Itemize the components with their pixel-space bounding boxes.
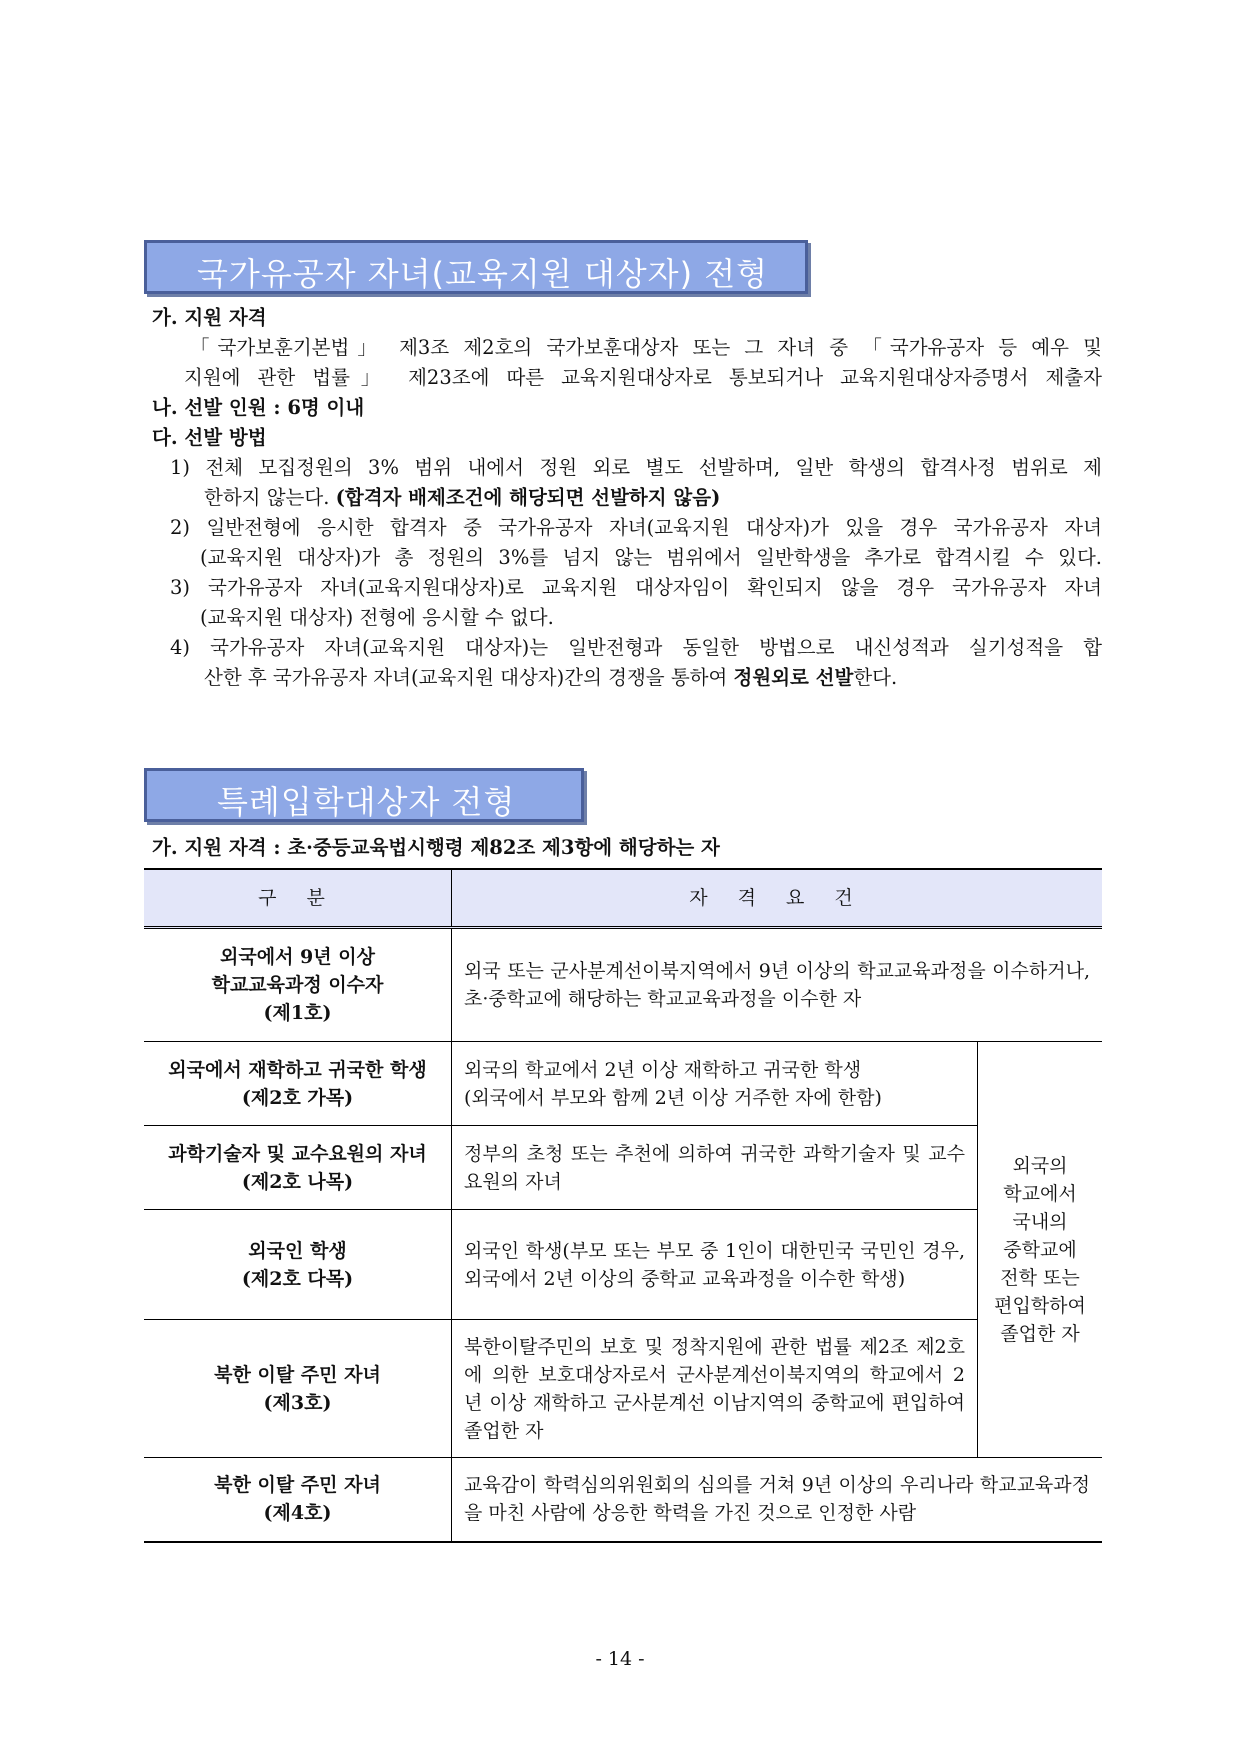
row-category bbox=[144, 1320, 452, 1458]
method-3-line1: 3) 국가유공자 자녀(교육지원대상자)로 교육지원 대상자임이 확인되지 않을 경우 국가유공자 자녀 bbox=[170, 576, 1102, 599]
row-category bbox=[144, 1210, 452, 1320]
row-requirement: 외국 또는 군사분계선이북지역에서 9년 이상의 학교교육과정을 이수하거나, 초·중학교에 해당하는 학교교육과정을 이수한 자 bbox=[452, 928, 1103, 1042]
method-4-text: 산한 후 국가유공자 자녀(교육지원 대상자)간의 경쟁을 통하여 bbox=[204, 666, 734, 689]
header-requirement: 자 격 요 건 bbox=[452, 869, 1103, 928]
row-requirement: 교육감이 학력심의위원회의 심의를 거쳐 9년 이상의 우리나라 학교교육과정을 마친 사람에 상응한 학력을 가진 것으로 인정한 사람 bbox=[452, 1458, 1103, 1542]
method-3-line2: (교육지원 대상자) 전형에 응시할 수 없다. bbox=[200, 606, 554, 629]
selection-count-heading: 나. 선발 인원 : 6명 이내 bbox=[152, 396, 365, 419]
method-4-line2 bbox=[204, 664, 897, 692]
row-requirement: 북한이탈주민의 보호 및 정착지원에 관한 법률 제2조 제2호에 의한 보호대상자로서 군사분계선이북지역의 학교에서 2년 이상 재학하고 군사분계선 이남지역의 중학교에 편입하여 졸업한 자 bbox=[452, 1320, 978, 1458]
page-number: - 14 - bbox=[595, 1648, 645, 1670]
table-row bbox=[144, 928, 1102, 1042]
method-2-line2: (교육지원 대상자)가 총 정원의 3%를 넘지 않는 범위에서 일반학생을 추가로 합격시킬 수 있다. bbox=[200, 546, 1102, 569]
row-category bbox=[144, 1458, 452, 1542]
method-4-emphasis: 정원외로 선발 bbox=[733, 666, 854, 689]
row-category-text: 외국에서 9년 이상 학교교육과정 이수자 (제1호) bbox=[211, 946, 384, 1024]
row-category bbox=[144, 1042, 452, 1126]
table-row bbox=[144, 1042, 1102, 1126]
method-2-line1: 2) 일반전형에 응시한 합격자 중 국가유공자 자녀(교육지원 대상자)가 있을 경우 국가유공자 자녀 bbox=[170, 516, 1102, 539]
method-1-emphasis: (합격자 배제조건에 해당되면 선발하지 않음) bbox=[335, 486, 721, 509]
row-requirement: 외국의 학교에서 2년 이상 재학하고 귀국한 학생 (외국에서 부모와 함께 2년 이상 거주한 자에 한함) bbox=[452, 1042, 978, 1126]
table-row bbox=[144, 1458, 1102, 1542]
row-requirement: 정부의 초청 또는 추천에 의하여 귀국한 과학기술자 및 교수요원의 자녀 bbox=[452, 1126, 978, 1210]
table-row bbox=[144, 1320, 1102, 1458]
qualification-text-line2: 지원에 관한 법률」 제23조에 따른 교육지원대상자로 통보되거나 교육지원대상자증명서 제출자 bbox=[184, 366, 1102, 389]
method-1-line2 bbox=[204, 484, 720, 512]
row-category-text: 외국에서 재학하고 귀국한 학생 (제2호 가목) bbox=[168, 1058, 427, 1109]
qualification-heading: 가. 지원 자격 bbox=[152, 306, 267, 329]
row-category-text: 북한 이탈 주민 자녀 (제3호) bbox=[214, 1363, 381, 1414]
method-4-line1: 4) 국가유공자 자녀(교육지원 대상자)는 일반전형과 동일한 방법으로 내신성적과 실기성적을 합 bbox=[170, 636, 1102, 659]
special-qualification-heading: 가. 지원 자격 : 초·중등교육법시행령 제82조 제3항에 해당하는 자 bbox=[152, 836, 720, 859]
row-category-text: 과학기술자 및 교수요원의 자녀 (제2호 나목) bbox=[168, 1142, 427, 1193]
row-requirement: 외국인 학생(부모 또는 부모 중 1인이 대한민국 국민인 경우, 외국에서 2년 이상의 중학교 교육과정을 이수한 학생) bbox=[452, 1210, 978, 1320]
table-header-row bbox=[144, 869, 1102, 928]
qualification-table bbox=[144, 868, 1102, 1543]
section-banner-veterans: 국가유공자 자녀(교육지원 대상자) 전형 bbox=[144, 240, 808, 294]
method-4-text-end: 한다. bbox=[853, 666, 898, 689]
section-banner-special-admission: 특례입학대상자 전형 bbox=[144, 768, 584, 822]
qualification-text-line1: 「국가보훈기본법」 제3조 제2호의 국가보훈대상자 또는 그 자녀 중 「국가유공자 등 예우 및 bbox=[190, 336, 1102, 359]
header-category: 구 분 bbox=[144, 869, 452, 928]
row-category-text: 외국인 학생 (제2호 다목) bbox=[241, 1239, 354, 1290]
method-1-text: 한하지 않는다. bbox=[204, 486, 336, 509]
selection-method-heading: 다. 선발 방법 bbox=[152, 426, 267, 449]
side-note bbox=[978, 1042, 1103, 1458]
table-row bbox=[144, 1126, 1102, 1210]
method-1-line1: 1) 전체 모집정원의 3% 범위 내에서 정원 외로 별도 선발하며, 일반 학생의 합격사정 범위로 제 bbox=[170, 456, 1102, 479]
row-category-text: 북한 이탈 주민 자녀 (제4호) bbox=[214, 1474, 381, 1525]
row-category bbox=[144, 928, 452, 1042]
side-note-text: 외국의 학교에서 국내의 중학교에 전학 또는 편입학하여 졸업한 자 bbox=[994, 1154, 1086, 1345]
row-category bbox=[144, 1126, 452, 1210]
table-row bbox=[144, 1210, 1102, 1320]
